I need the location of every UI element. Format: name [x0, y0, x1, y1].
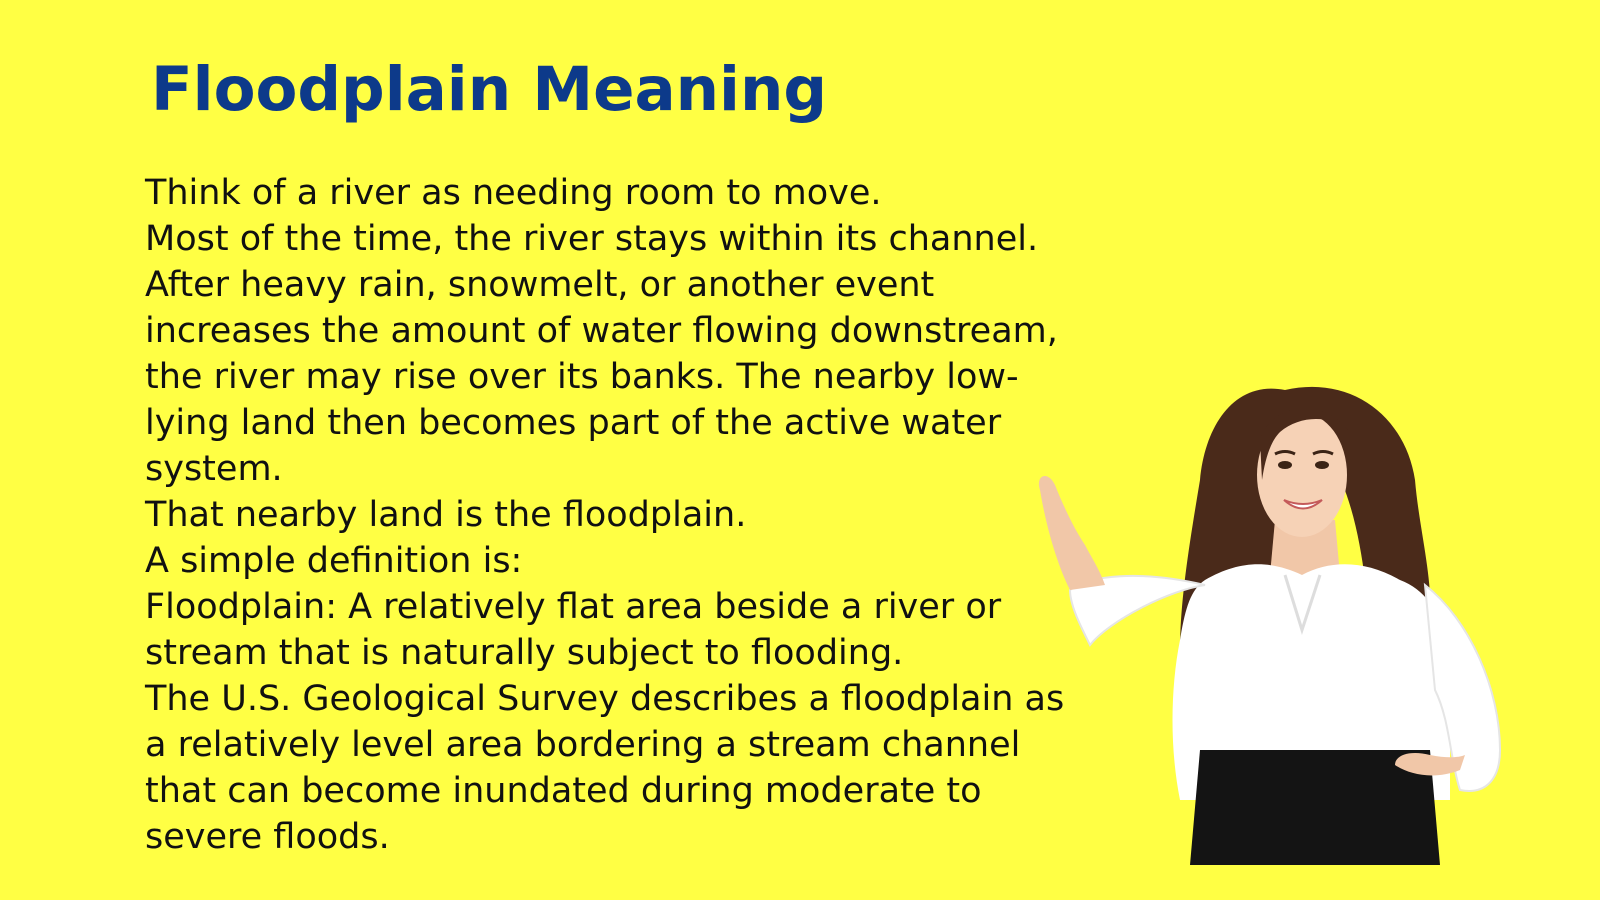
- slide-body-text: [145, 170, 1135, 860]
- body-line: system.: [145, 449, 283, 489]
- body-line: that can become inundated during moderate to: [145, 771, 982, 811]
- body-line: Most of the time, the river stays within its channel.: [145, 219, 1039, 259]
- presenter-illustration: [1030, 370, 1600, 900]
- body-line: severe floods.: [145, 817, 390, 857]
- body-line: After heavy rain, snowmelt, or another event: [145, 265, 935, 305]
- body-line: Floodplain: A relatively flat area beside a river or: [145, 587, 1002, 627]
- body-line: a relatively level area bordering a stream channel: [145, 725, 1021, 765]
- body-line: lying land then becomes part of the active water: [145, 403, 1002, 443]
- body-line: the river may rise over its banks. The nearby low-: [145, 357, 1019, 397]
- body-line: increases the amount of water flowing downstream,: [145, 311, 1058, 351]
- body-line: Think of a river as needing room to move.: [145, 173, 882, 213]
- slide-title: Floodplain Meaning: [151, 54, 828, 125]
- body-line: That nearby land is the floodplain.: [145, 495, 747, 535]
- body-line: A simple definition is:: [145, 541, 523, 581]
- body-line: stream that is naturally subject to flooding.: [145, 633, 904, 673]
- body-line: The U.S. Geological Survey describes a floodplain as: [145, 679, 1065, 719]
